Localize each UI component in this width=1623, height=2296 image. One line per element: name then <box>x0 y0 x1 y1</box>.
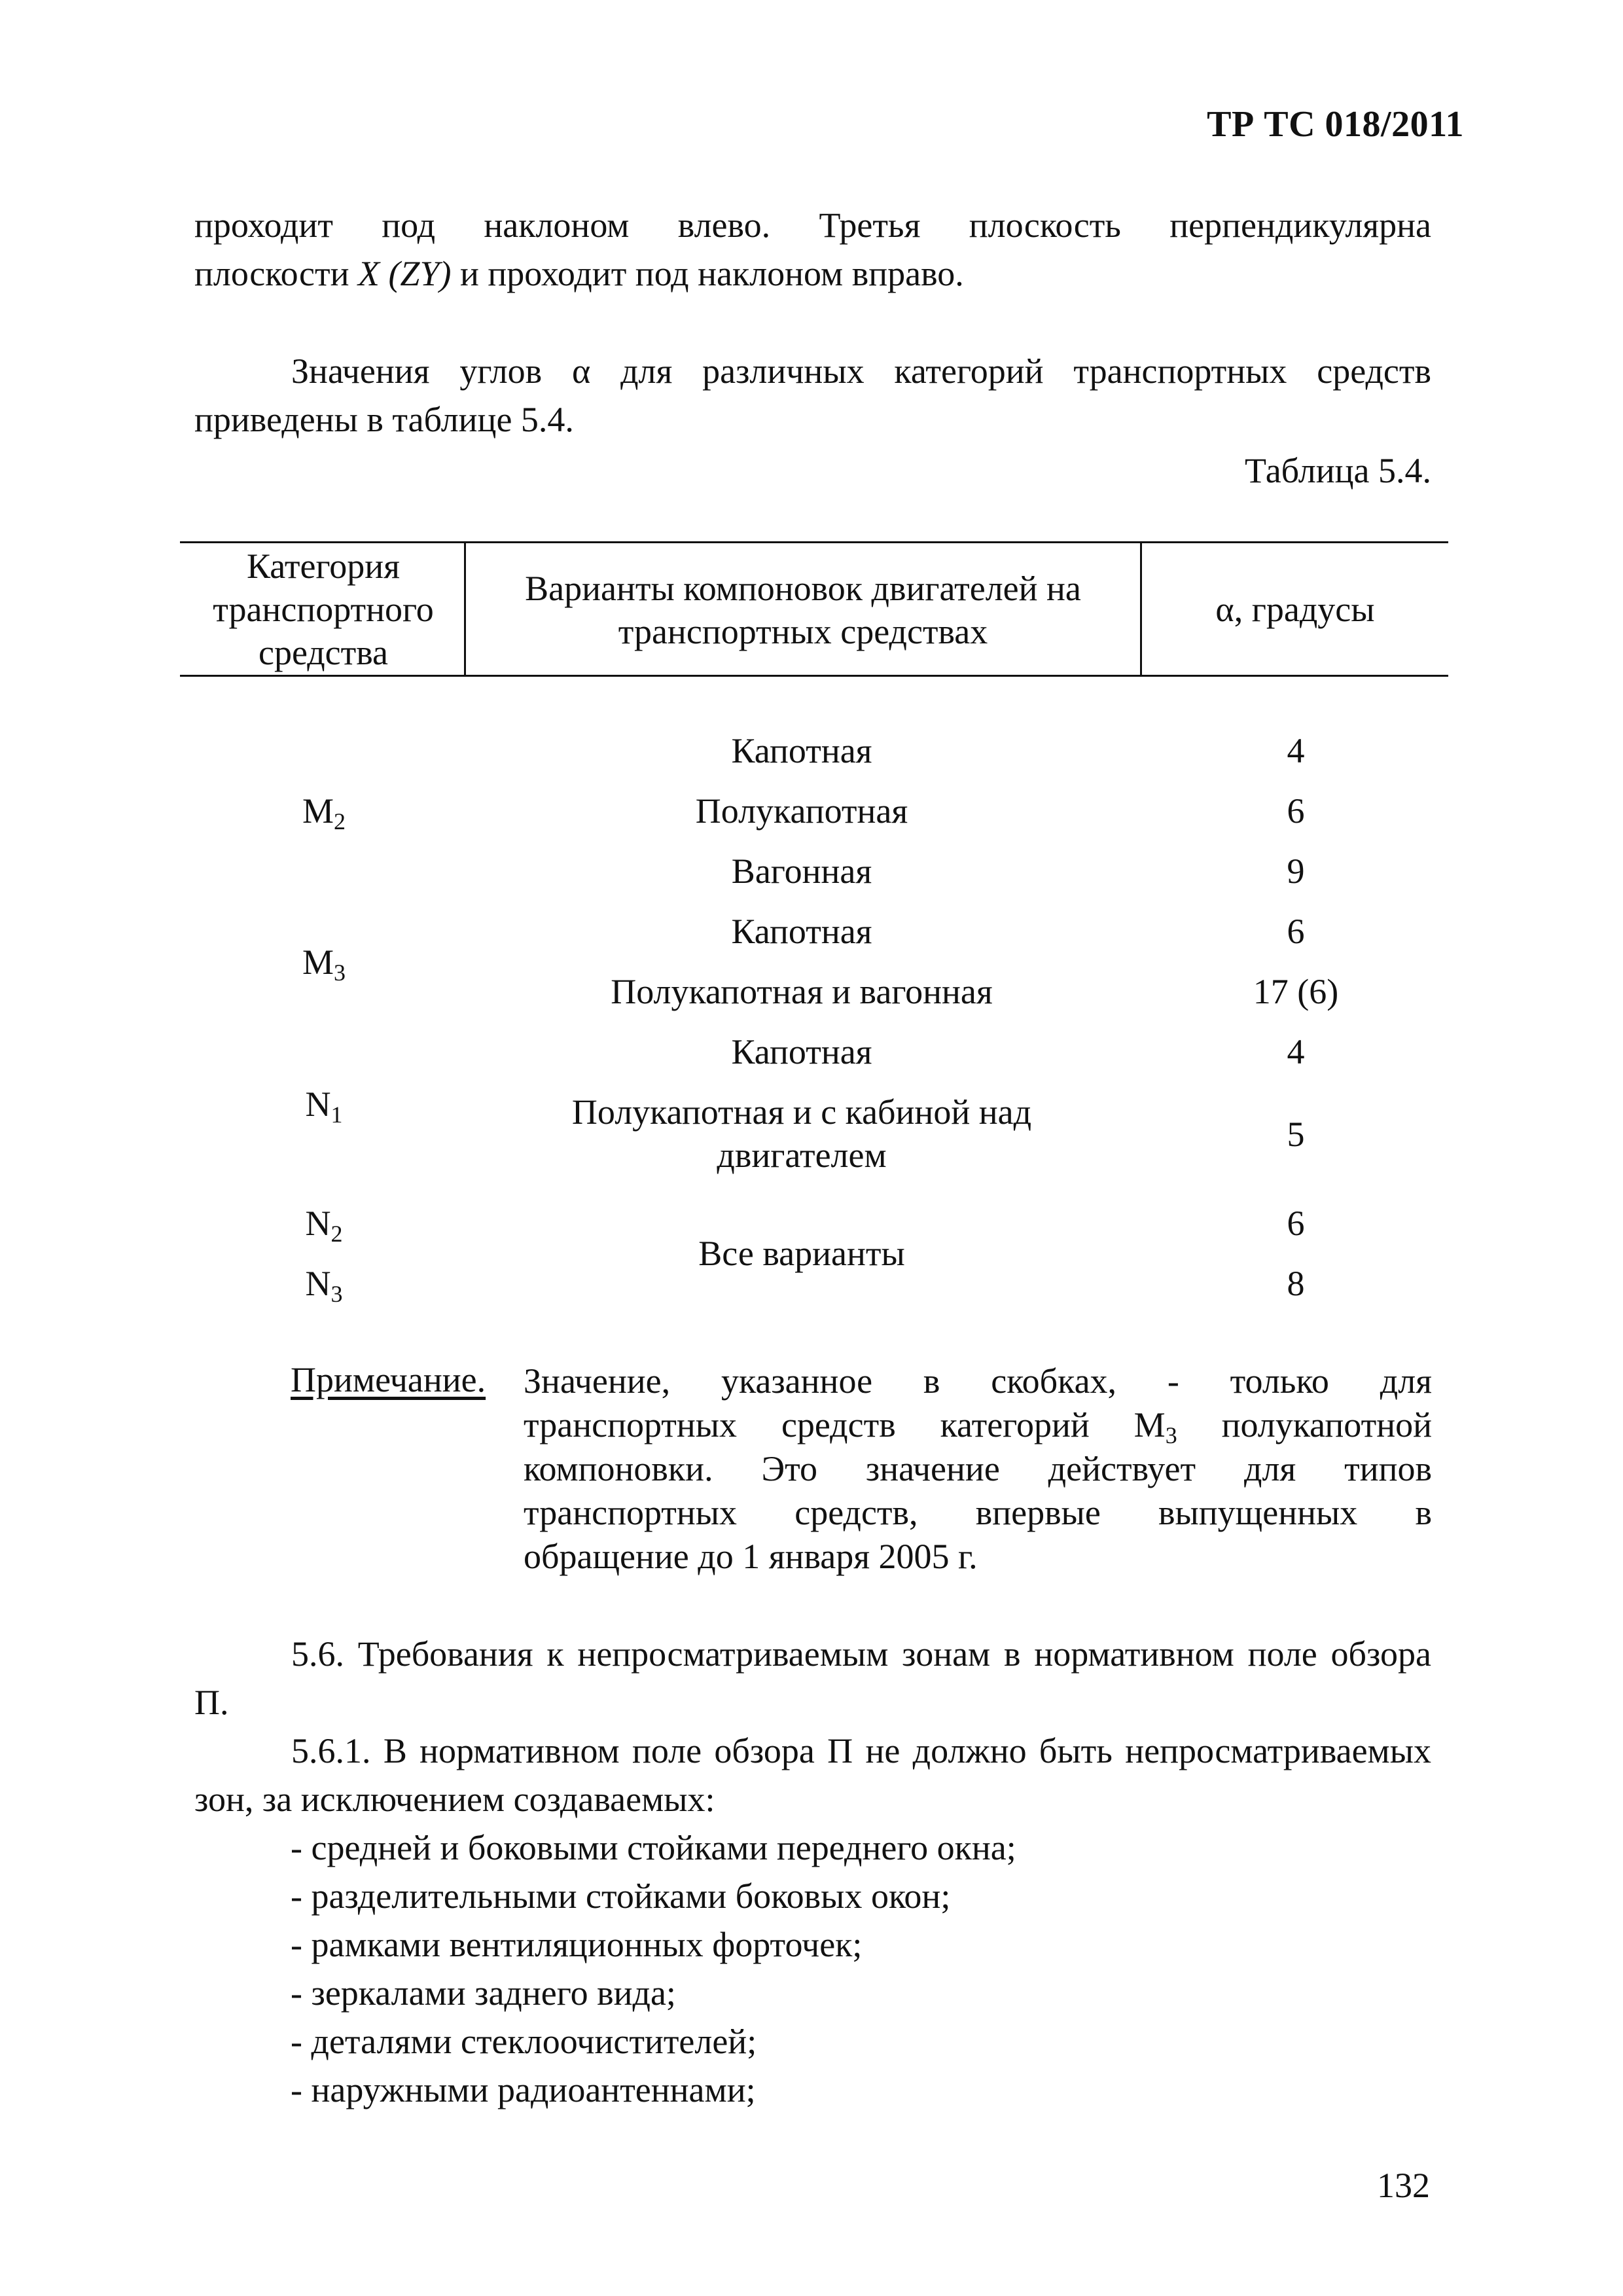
alpha-cell: 6 <box>1287 912 1305 951</box>
category-letter: N <box>305 1264 331 1303</box>
list-item: - наружными радиоантеннами; <box>291 2070 756 2109</box>
variant-cell: Капотная <box>731 912 872 951</box>
header-category-line: транспортного <box>213 590 434 629</box>
header-category <box>183 545 463 674</box>
category-subscript: 1 <box>330 1102 343 1128</box>
category-subscript: 2 <box>330 1221 343 1247</box>
header-alpha: α, градусы <box>1215 590 1375 629</box>
alpha-cell: 9 <box>1287 852 1305 891</box>
paragraph-2: Значения углов α для различных категорий транспортных средств приведены в таблице 5.4. <box>194 351 1431 439</box>
category-subscript: 3 <box>334 960 346 986</box>
list-item: - рамками вентиляционных форточек; <box>291 1925 863 1964</box>
variant-line: Полукапотная и с кабиной над <box>571 1092 1032 1132</box>
category-m2 <box>259 789 389 833</box>
variant-cell-multiline <box>465 1090 1139 1177</box>
variant-line: двигателем <box>717 1136 887 1175</box>
exception-list <box>291 1823 1016 2114</box>
list-item: - средней и боковыми стойками переднего окна; <box>291 1828 1016 1867</box>
paragraph-1-text-b: и проходит под наклоном вправо. <box>451 254 964 293</box>
alpha-cell: 6 <box>1287 791 1305 831</box>
category-n2 <box>259 1202 389 1245</box>
header-variants-line: транспортных средствах <box>618 612 988 651</box>
variant-cell: Капотная <box>731 1032 872 1071</box>
note-subscript: 3 <box>1165 1422 1177 1448</box>
alpha-cell: 4 <box>1287 731 1305 770</box>
alpha-cell: 17 (6) <box>1253 972 1339 1011</box>
category-n3 <box>259 1262 389 1305</box>
header-category-line: средства <box>258 633 389 672</box>
category-subscript: 3 <box>330 1281 343 1307</box>
note-line <box>524 1403 1432 1447</box>
category-n1 <box>259 1083 389 1126</box>
plane-notation: X (ZY) <box>357 254 452 293</box>
category-letter: M <box>302 791 334 831</box>
category-letter: N <box>305 1085 331 1124</box>
note-line: обращение до 1 января 2005 г. <box>524 1537 978 1576</box>
note-label: Примечание. <box>291 1360 486 1399</box>
document-code: ТР ТС 018/2011 <box>1207 104 1464 145</box>
header-category-line: Категория <box>247 547 400 586</box>
list-item: - деталями стеклоочистителей; <box>291 2022 757 2061</box>
variant-cell: Вагонная <box>731 852 872 891</box>
alpha-cell: 8 <box>1287 1264 1305 1303</box>
note-line: компоновки. Это значение действует для типов <box>524 1449 1432 1488</box>
paragraph-1-line-2 <box>194 249 1431 298</box>
header-variants-line: Варианты компоновок двигателей на <box>525 569 1081 608</box>
note-text-part: полукапотной <box>1177 1405 1432 1444</box>
alpha-cell: 5 <box>1287 1115 1305 1154</box>
note-text-part: транспортных средств категорий М <box>524 1405 1166 1444</box>
variant-cell: Все варианты <box>698 1234 905 1273</box>
alpha-cell: 4 <box>1287 1032 1305 1071</box>
category-subscript: 2 <box>334 808 346 834</box>
note-line: Значение, указанное в скобках, - только для <box>524 1361 1432 1401</box>
category-letter: M <box>302 942 334 982</box>
table-caption: Таблица 5.4. <box>1245 451 1431 490</box>
table-header-bottom-rule <box>180 675 1448 677</box>
note-text <box>524 1359 1432 1579</box>
header-variants <box>466 567 1140 653</box>
page-number: 132 <box>1377 2166 1430 2205</box>
note-line: транспортных средств, впервые выпущенных в <box>524 1493 1432 1532</box>
category-letter: N <box>305 1204 331 1243</box>
paragraph-1-line-1: проходит под наклоном влево. Третья плоскость перпендикулярна <box>194 206 1431 245</box>
list-item: - зеркалами заднего вида; <box>291 1973 676 2013</box>
alpha-cell: 6 <box>1287 1204 1305 1243</box>
variant-cell: Полукапотная и вагонная <box>611 972 993 1011</box>
table-top-rule <box>180 541 1448 543</box>
variant-cell: Капотная <box>731 731 872 770</box>
category-m3 <box>259 941 389 984</box>
paragraph-1-text-a: плоскости <box>194 254 358 293</box>
variant-cell: Полукапотная <box>695 791 908 831</box>
section-5-6-1: 5.6.1. В нормативном поле обзора П не должно быть непросматриваемых зон, за исключением создаваемых: <box>194 1731 1431 1819</box>
list-item: - разделительными стойками боковых окон; <box>291 1876 951 1916</box>
section-5-6: 5.6. Требования к непросматриваемым зонам в нормативном поле обзора П. <box>194 1634 1431 1722</box>
